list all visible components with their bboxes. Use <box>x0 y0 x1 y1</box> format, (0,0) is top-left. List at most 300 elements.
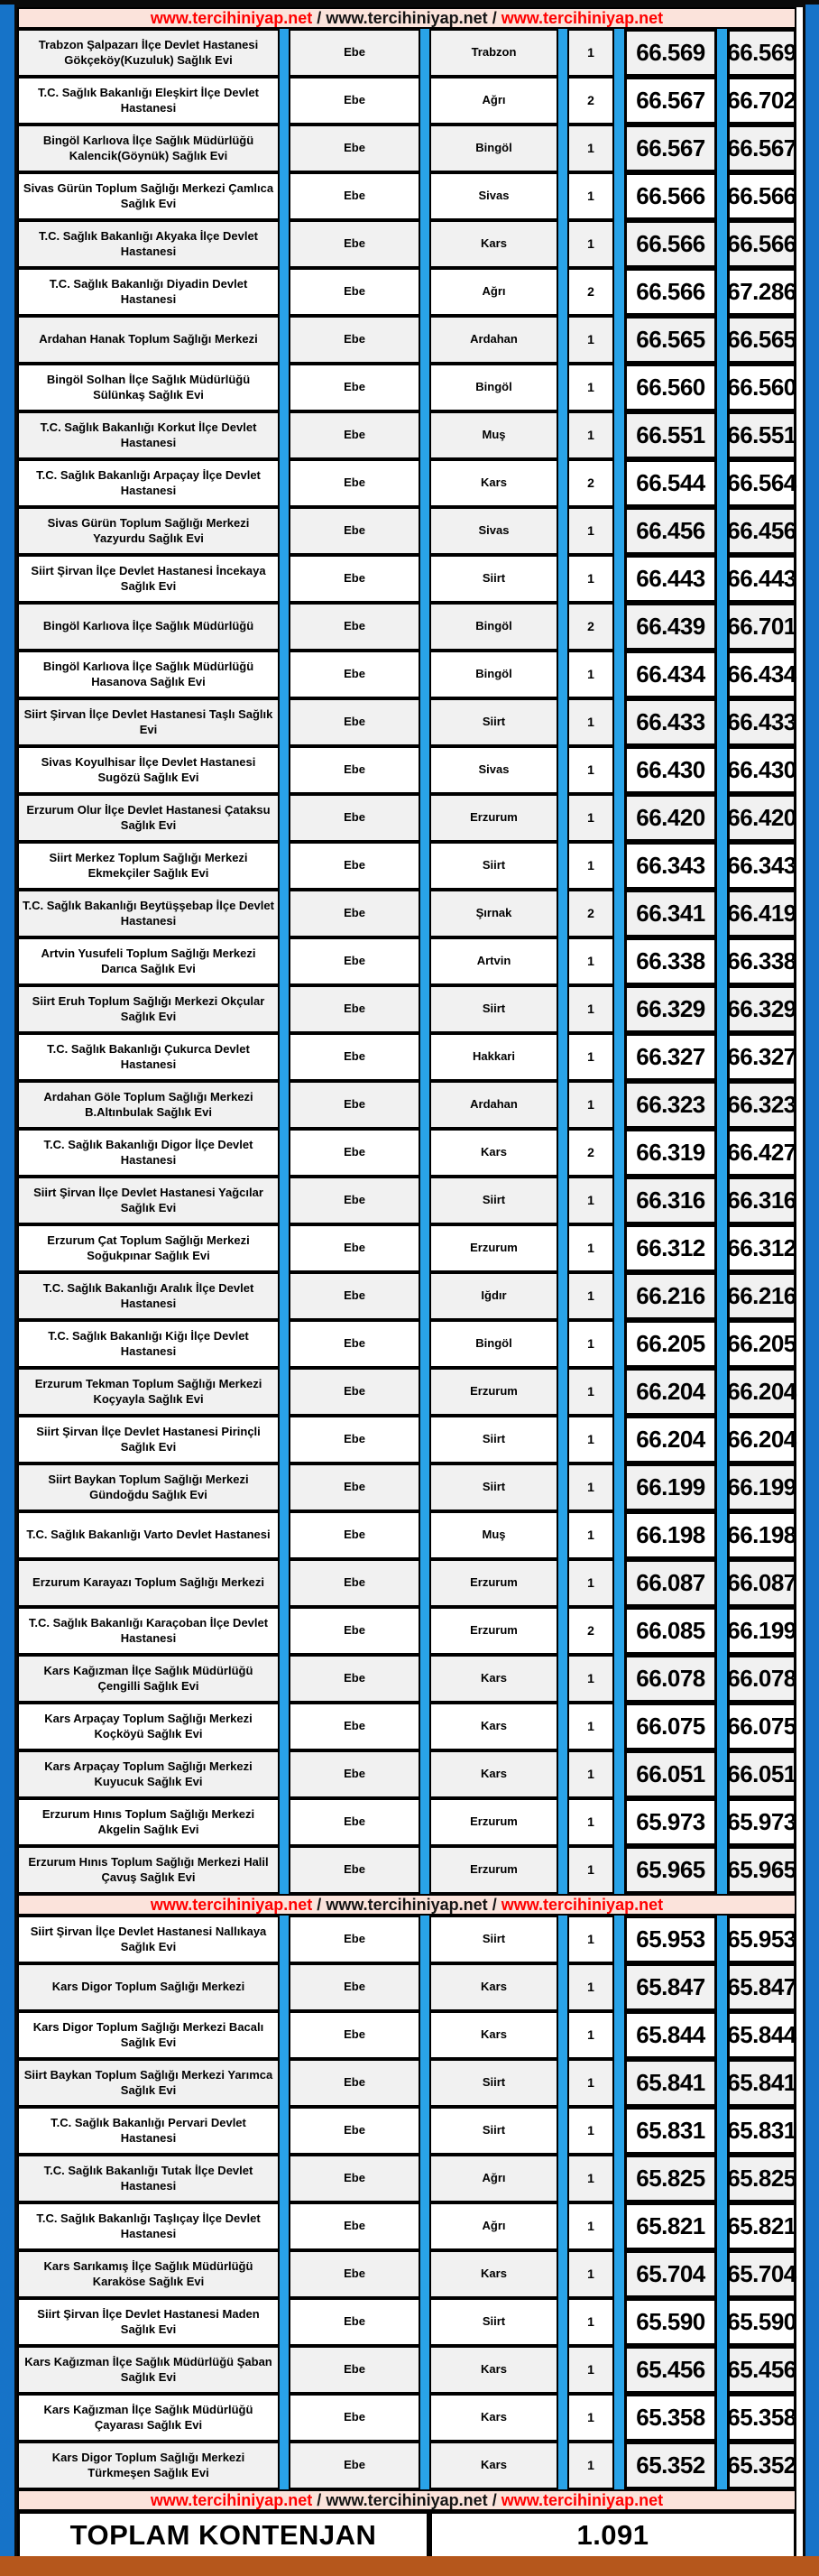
institution-cell: T.C. Sağlık Bakanlığı Taşlıçay İlçe Devlet Hastanesi <box>17 2202 280 2250</box>
institution-cell: Erzurum Hınıs Toplum Sağlığı Merkezi Akgelin Sağlık Evi <box>17 1798 280 1846</box>
quota-cell: 1 <box>567 1368 614 1416</box>
column-divider <box>558 411 567 459</box>
min-score-cell: 65.456 <box>624 2346 717 2394</box>
quota-cell: 1 <box>567 2155 614 2202</box>
column-divider <box>558 1963 567 2011</box>
quota-cell: 1 <box>567 1081 614 1129</box>
column-divider <box>614 746 624 794</box>
column-divider <box>717 29 727 77</box>
column-divider <box>614 77 624 125</box>
column-divider <box>420 2011 429 2059</box>
column-divider <box>717 1798 727 1846</box>
min-score-cell: 66.569 <box>624 29 717 77</box>
min-score-cell: 65.352 <box>624 2442 717 2489</box>
column-divider <box>420 1703 429 1750</box>
role-cell: Ebe <box>289 1846 420 1894</box>
column-divider <box>717 411 727 459</box>
column-divider <box>558 1081 567 1129</box>
max-score-cell: 66.420 <box>727 794 796 842</box>
institution-cell: Erzurum Tekman Toplum Sağlığı Merkezi Koçyayla Sağlık Evi <box>17 1368 280 1416</box>
min-score-cell: 66.430 <box>624 746 717 794</box>
institution-cell: T.C. Sağlık Bakanlığı Korkut İlçe Devlet Hastanesi <box>17 411 280 459</box>
column-divider <box>614 2250 624 2298</box>
institution-cell: Siirt Baykan Toplum Sağlığı Merkezi Gündoğdu Sağlık Evi <box>17 1463 280 1511</box>
quota-cell: 1 <box>567 2011 614 2059</box>
city-cell: Erzurum <box>429 1607 558 1655</box>
max-score-cell: 66.569 <box>727 29 796 77</box>
max-score-cell: 66.433 <box>727 698 796 746</box>
column-divider <box>280 1511 289 1559</box>
min-score-cell: 66.544 <box>624 459 717 507</box>
min-score-cell: 65.825 <box>624 2155 717 2202</box>
website-banner-text: www.tercihiniyap.net <box>501 2490 664 2509</box>
column-divider <box>614 1703 624 1750</box>
total-quota-value: 1.091 <box>429 2511 796 2560</box>
total-quota-label: TOPLAM KONTENJAN <box>17 2511 429 2560</box>
column-divider <box>280 698 289 746</box>
role-cell: Ebe <box>289 364 420 411</box>
column-divider <box>614 2298 624 2346</box>
min-score-cell: 66.338 <box>624 937 717 985</box>
column-divider <box>614 1916 624 1963</box>
role-cell: Ebe <box>289 1559 420 1607</box>
column-divider <box>280 651 289 698</box>
column-divider <box>420 2298 429 2346</box>
column-divider <box>280 603 289 651</box>
max-score-cell: 65.965 <box>727 1846 796 1894</box>
column-divider <box>717 1129 727 1177</box>
institution-cell: T.C. Sağlık Bakanlığı Eleşkirt İlçe Devlet Hastanesi <box>17 77 280 125</box>
max-score-cell: 66.456 <box>727 507 796 555</box>
min-score-cell: 65.821 <box>624 2202 717 2250</box>
column-divider <box>280 411 289 459</box>
quota-cell: 1 <box>567 1177 614 1224</box>
column-divider <box>717 172 727 220</box>
column-divider <box>558 2346 567 2394</box>
max-score-cell: 65.841 <box>727 2059 796 2107</box>
column-divider <box>717 507 727 555</box>
column-divider <box>558 2155 567 2202</box>
column-divider <box>614 651 624 698</box>
column-divider <box>717 1033 727 1081</box>
column-divider <box>558 268 567 316</box>
column-divider <box>558 2250 567 2298</box>
column-divider <box>420 985 429 1033</box>
column-divider <box>558 364 567 411</box>
column-divider <box>420 1272 429 1320</box>
column-divider <box>717 2442 727 2489</box>
role-cell: Ebe <box>289 1416 420 1463</box>
column-divider <box>717 1463 727 1511</box>
min-score-cell: 65.358 <box>624 2394 717 2442</box>
column-divider <box>558 459 567 507</box>
city-cell: Kars <box>429 220 558 268</box>
city-cell: Ardahan <box>429 1081 558 1129</box>
column-divider <box>420 1750 429 1798</box>
quota-cell: 2 <box>567 1129 614 1177</box>
column-divider <box>420 1846 429 1894</box>
role-cell: Ebe <box>289 2059 420 2107</box>
min-score-cell: 65.590 <box>624 2298 717 2346</box>
column-divider <box>717 1703 727 1750</box>
max-score-cell: 66.198 <box>727 1511 796 1559</box>
column-divider <box>280 268 289 316</box>
column-divider <box>614 1416 624 1463</box>
institution-cell: Kars Digor Toplum Sağlığı Merkezi Bacalı Sağlık Evi <box>17 2011 280 2059</box>
column-divider <box>614 29 624 77</box>
website-banner <box>17 7 796 29</box>
quota-cell: 1 <box>567 1846 614 1894</box>
column-divider <box>420 2059 429 2107</box>
column-divider <box>717 1655 727 1703</box>
role-cell: Ebe <box>289 1129 420 1177</box>
column-divider <box>614 1177 624 1224</box>
institution-cell: T.C. Sağlık Bakanlığı Kiğı İlçe Devlet Hastanesi <box>17 1320 280 1368</box>
quota-table <box>14 5 805 2562</box>
column-divider <box>420 698 429 746</box>
min-score-cell: 66.216 <box>624 1272 717 1320</box>
city-cell: Kars <box>429 1703 558 1750</box>
column-divider <box>614 1846 624 1894</box>
institution-cell: T.C. Sağlık Bakanlığı Pervari Devlet Hastanesi <box>17 2107 280 2155</box>
column-divider <box>717 1320 727 1368</box>
column-divider <box>558 555 567 603</box>
column-divider <box>717 746 727 794</box>
city-cell: Kars <box>429 1750 558 1798</box>
quota-cell: 1 <box>567 2346 614 2394</box>
column-divider <box>717 1750 727 1798</box>
column-divider <box>614 1224 624 1272</box>
column-divider <box>614 2011 624 2059</box>
city-cell: Ağrı <box>429 2202 558 2250</box>
institution-cell: Kars Arpaçay Toplum Sağlığı Merkezi Koçköyü Sağlık Evi <box>17 1703 280 1750</box>
role-cell: Ebe <box>289 459 420 507</box>
min-score-cell: 65.953 <box>624 1916 717 1963</box>
quota-cell: 1 <box>567 220 614 268</box>
quota-cell: 1 <box>567 985 614 1033</box>
max-score-cell: 66.564 <box>727 459 796 507</box>
column-divider <box>558 1703 567 1750</box>
max-score-cell: 65.590 <box>727 2298 796 2346</box>
column-divider <box>558 316 567 364</box>
min-score-cell: 66.204 <box>624 1368 717 1416</box>
quota-cell: 2 <box>567 603 614 651</box>
institution-cell: Siirt Şirvan İlçe Devlet Hastanesi İncekaya Sağlık Evi <box>17 555 280 603</box>
role-cell: Ebe <box>289 2394 420 2442</box>
column-divider <box>614 555 624 603</box>
institution-cell: Bingöl Karlıova İlçe Sağlık Müdürlüğü Hasanova Sağlık Evi <box>17 651 280 698</box>
website-banner-text: www.tercihiniyap.net <box>326 8 488 27</box>
column-divider <box>420 794 429 842</box>
quota-cell: 1 <box>567 172 614 220</box>
column-divider <box>558 1033 567 1081</box>
column-divider <box>558 172 567 220</box>
column-divider <box>280 1463 289 1511</box>
column-divider <box>558 794 567 842</box>
quota-cell: 1 <box>567 698 614 746</box>
role-cell: Ebe <box>289 937 420 985</box>
column-divider <box>420 1916 429 1963</box>
column-divider <box>420 459 429 507</box>
website-banner-text: www.tercihiniyap.net <box>150 2490 313 2509</box>
quota-cell: 1 <box>567 2442 614 2489</box>
column-divider <box>420 1607 429 1655</box>
column-divider <box>558 651 567 698</box>
quota-cell: 2 <box>567 1607 614 1655</box>
column-divider <box>614 1320 624 1368</box>
quota-cell: 1 <box>567 1272 614 1320</box>
quota-cell: 1 <box>567 1703 614 1750</box>
role-cell: Ebe <box>289 1463 420 1511</box>
column-divider <box>558 1511 567 1559</box>
column-divider <box>280 1655 289 1703</box>
max-score-cell: 66.566 <box>727 220 796 268</box>
institution-cell: T.C. Sağlık Bakanlığı Tutak İlçe Devlet Hastanesi <box>17 2155 280 2202</box>
institution-cell: T.C. Sağlık Bakanlığı Arpaçay İlçe Devlet Hastanesi <box>17 459 280 507</box>
max-score-cell: 65.825 <box>727 2155 796 2202</box>
min-score-cell: 66.319 <box>624 1129 717 1177</box>
max-score-cell: 66.204 <box>727 1368 796 1416</box>
max-score-cell: 66.087 <box>727 1559 796 1607</box>
max-score-cell: 66.323 <box>727 1081 796 1129</box>
max-score-cell: 66.343 <box>727 842 796 890</box>
max-score-cell: 65.831 <box>727 2107 796 2155</box>
min-score-cell: 66.205 <box>624 1320 717 1368</box>
column-divider <box>614 316 624 364</box>
column-divider <box>717 842 727 890</box>
column-divider <box>420 2250 429 2298</box>
min-score-cell: 66.341 <box>624 890 717 937</box>
max-score-cell: 65.456 <box>727 2346 796 2394</box>
role-cell: Ebe <box>289 411 420 459</box>
max-score-cell: 66.338 <box>727 937 796 985</box>
column-divider <box>717 985 727 1033</box>
column-divider <box>614 1368 624 1416</box>
column-divider <box>420 1798 429 1846</box>
column-divider <box>420 842 429 890</box>
column-divider <box>420 1511 429 1559</box>
min-score-cell: 66.075 <box>624 1703 717 1750</box>
column-divider <box>717 2107 727 2155</box>
city-cell: Erzurum <box>429 1846 558 1894</box>
min-score-cell: 66.198 <box>624 1511 717 1559</box>
city-cell: Kars <box>429 2346 558 2394</box>
max-score-cell: 66.701 <box>727 603 796 651</box>
min-score-cell: 66.565 <box>624 316 717 364</box>
column-divider <box>717 651 727 698</box>
institution-cell: Siirt Şirvan İlçe Devlet Hastanesi Maden Sağlık Evi <box>17 2298 280 2346</box>
column-divider <box>614 268 624 316</box>
role-cell: Ebe <box>289 2011 420 2059</box>
column-divider <box>420 1033 429 1081</box>
column-divider <box>280 172 289 220</box>
column-divider <box>420 2107 429 2155</box>
column-divider <box>558 1368 567 1416</box>
role-cell: Ebe <box>289 268 420 316</box>
column-divider <box>420 603 429 651</box>
institution-cell: Bingöl Solhan İlçe Sağlık Müdürlüğü Sülünkaş Sağlık Evi <box>17 364 280 411</box>
column-divider <box>614 890 624 937</box>
column-divider <box>717 1368 727 1416</box>
max-score-cell: 66.567 <box>727 125 796 172</box>
column-divider <box>280 842 289 890</box>
column-divider <box>614 1463 624 1511</box>
institution-cell: Kars Kağızman İlçe Sağlık Müdürlüğü Şaban Sağlık Evi <box>17 2346 280 2394</box>
column-divider <box>558 1416 567 1463</box>
city-cell: Sivas <box>429 746 558 794</box>
institution-cell: T.C. Sağlık Bakanlığı Digor İlçe Devlet Hastanesi <box>17 1129 280 1177</box>
role-cell: Ebe <box>289 651 420 698</box>
column-divider <box>420 555 429 603</box>
column-divider <box>717 77 727 125</box>
institution-cell: Siirt Şirvan İlçe Devlet Hastanesi Nallıkaya Sağlık Evi <box>17 1916 280 1963</box>
quota-cell: 1 <box>567 29 614 77</box>
max-score-cell: 66.199 <box>727 1463 796 1511</box>
city-cell: Şırnak <box>429 890 558 937</box>
quota-cell: 2 <box>567 459 614 507</box>
min-score-cell: 65.831 <box>624 2107 717 2155</box>
role-cell: Ebe <box>289 1033 420 1081</box>
institution-cell: Erzurum Karayazı Toplum Sağlığı Merkezi <box>17 1559 280 1607</box>
column-divider <box>420 172 429 220</box>
city-cell: Siirt <box>429 1177 558 1224</box>
column-divider <box>420 1655 429 1703</box>
institution-cell: T.C. Sağlık Bakanlığı Aralık İlçe Devlet Hastanesi <box>17 1272 280 1320</box>
city-cell: Muş <box>429 1511 558 1559</box>
column-divider <box>614 1655 624 1703</box>
column-divider <box>614 125 624 172</box>
column-divider <box>717 1559 727 1607</box>
column-divider <box>420 1368 429 1416</box>
role-cell: Ebe <box>289 1655 420 1703</box>
quota-cell: 1 <box>567 2250 614 2298</box>
column-divider <box>420 316 429 364</box>
max-score-cell: 66.204 <box>727 1416 796 1463</box>
column-divider <box>420 364 429 411</box>
column-divider <box>558 1916 567 1963</box>
role-cell: Ebe <box>289 1703 420 1750</box>
city-cell: Kars <box>429 2442 558 2489</box>
column-divider <box>717 2202 727 2250</box>
column-divider <box>717 698 727 746</box>
min-score-cell: 66.567 <box>624 77 717 125</box>
min-score-cell: 65.704 <box>624 2250 717 2298</box>
city-cell: Erzurum <box>429 794 558 842</box>
column-divider <box>280 2394 289 2442</box>
column-divider <box>614 794 624 842</box>
quota-cell: 1 <box>567 364 614 411</box>
max-score-cell: 66.199 <box>727 1607 796 1655</box>
institution-cell: T.C. Sağlık Bakanlığı Varto Devlet Hastanesi <box>17 1511 280 1559</box>
column-divider <box>614 2059 624 2107</box>
min-score-cell: 65.841 <box>624 2059 717 2107</box>
min-score-cell: 66.566 <box>624 268 717 316</box>
quota-cell: 1 <box>567 2107 614 2155</box>
column-divider <box>280 2202 289 2250</box>
city-cell: Siirt <box>429 2107 558 2155</box>
role-cell: Ebe <box>289 2250 420 2298</box>
column-divider <box>717 1607 727 1655</box>
column-divider <box>420 2442 429 2489</box>
institution-cell: Artvin Yusufeli Toplum Sağlığı Merkezi Darıca Sağlık Evi <box>17 937 280 985</box>
institution-cell: Bingöl Karlıova İlçe Sağlık Müdürlüğü Kalencik(Göynük) Sağlık Evi <box>17 125 280 172</box>
website-banner-text: www.tercihiniyap.net <box>501 8 664 27</box>
column-divider <box>614 603 624 651</box>
column-divider <box>717 2346 727 2394</box>
column-divider <box>420 1963 429 2011</box>
website-banner-text: / <box>487 8 502 27</box>
column-divider <box>558 1463 567 1511</box>
column-divider <box>614 220 624 268</box>
min-score-cell: 66.566 <box>624 220 717 268</box>
website-banner-text: / <box>312 1895 327 1914</box>
column-divider <box>614 2346 624 2394</box>
city-cell: Siirt <box>429 2298 558 2346</box>
column-divider <box>420 1224 429 1272</box>
column-divider <box>717 220 727 268</box>
column-divider <box>558 125 567 172</box>
column-divider <box>717 1916 727 1963</box>
city-cell: Siirt <box>429 2059 558 2107</box>
institution-cell: T.C. Sağlık Bakanlığı Akyaka İlçe Devlet Hastanesi <box>17 220 280 268</box>
column-divider <box>614 1081 624 1129</box>
column-divider <box>558 77 567 125</box>
min-score-cell: 66.439 <box>624 603 717 651</box>
website-banner <box>17 1894 796 1916</box>
column-divider <box>280 1416 289 1463</box>
role-cell: Ebe <box>289 1224 420 1272</box>
column-divider <box>558 2394 567 2442</box>
max-score-cell: 65.953 <box>727 1916 796 1963</box>
role-cell: Ebe <box>289 1368 420 1416</box>
city-cell: Ağrı <box>429 268 558 316</box>
institution-cell: T.C. Sağlık Bakanlığı Karaçoban İlçe Devlet Hastanesi <box>17 1607 280 1655</box>
role-cell: Ebe <box>289 125 420 172</box>
column-divider <box>420 2155 429 2202</box>
quota-cell: 1 <box>567 1559 614 1607</box>
role-cell: Ebe <box>289 1607 420 1655</box>
city-cell: Kars <box>429 2394 558 2442</box>
city-cell: Kars <box>429 2011 558 2059</box>
column-divider <box>614 507 624 555</box>
min-score-cell: 66.433 <box>624 698 717 746</box>
column-divider <box>717 1846 727 1894</box>
column-divider <box>558 1846 567 1894</box>
role-cell: Ebe <box>289 77 420 125</box>
column-divider <box>717 1272 727 1320</box>
institution-cell: Siirt Şirvan İlçe Devlet Hastanesi Yağcılar Sağlık Evi <box>17 1177 280 1224</box>
website-banner <box>17 2489 796 2511</box>
city-cell: Sivas <box>429 507 558 555</box>
role-cell: Ebe <box>289 603 420 651</box>
column-divider <box>614 985 624 1033</box>
institution-cell: Erzurum Olur İlçe Devlet Hastanesi Çataksu Sağlık Evi <box>17 794 280 842</box>
institution-cell: Kars Digor Toplum Sağlığı Merkezi Türkmeşen Sağlık Evi <box>17 2442 280 2489</box>
institution-cell: Siirt Şirvan İlçe Devlet Hastanesi Taşlı Sağlık Evi <box>17 698 280 746</box>
column-divider <box>280 77 289 125</box>
institution-cell: Kars Digor Toplum Sağlığı Merkezi <box>17 1963 280 2011</box>
quota-cell: 1 <box>567 1916 614 1963</box>
quota-cell: 1 <box>567 937 614 985</box>
city-cell: Erzurum <box>429 1368 558 1416</box>
institution-cell: Erzurum Çat Toplum Sağlığı Merkezi Soğukpınar Sağlık Evi <box>17 1224 280 1272</box>
column-divider <box>717 1416 727 1463</box>
column-divider <box>717 2155 727 2202</box>
column-divider <box>420 1129 429 1177</box>
role-cell: Ebe <box>289 1798 420 1846</box>
column-divider <box>558 746 567 794</box>
column-divider <box>420 268 429 316</box>
